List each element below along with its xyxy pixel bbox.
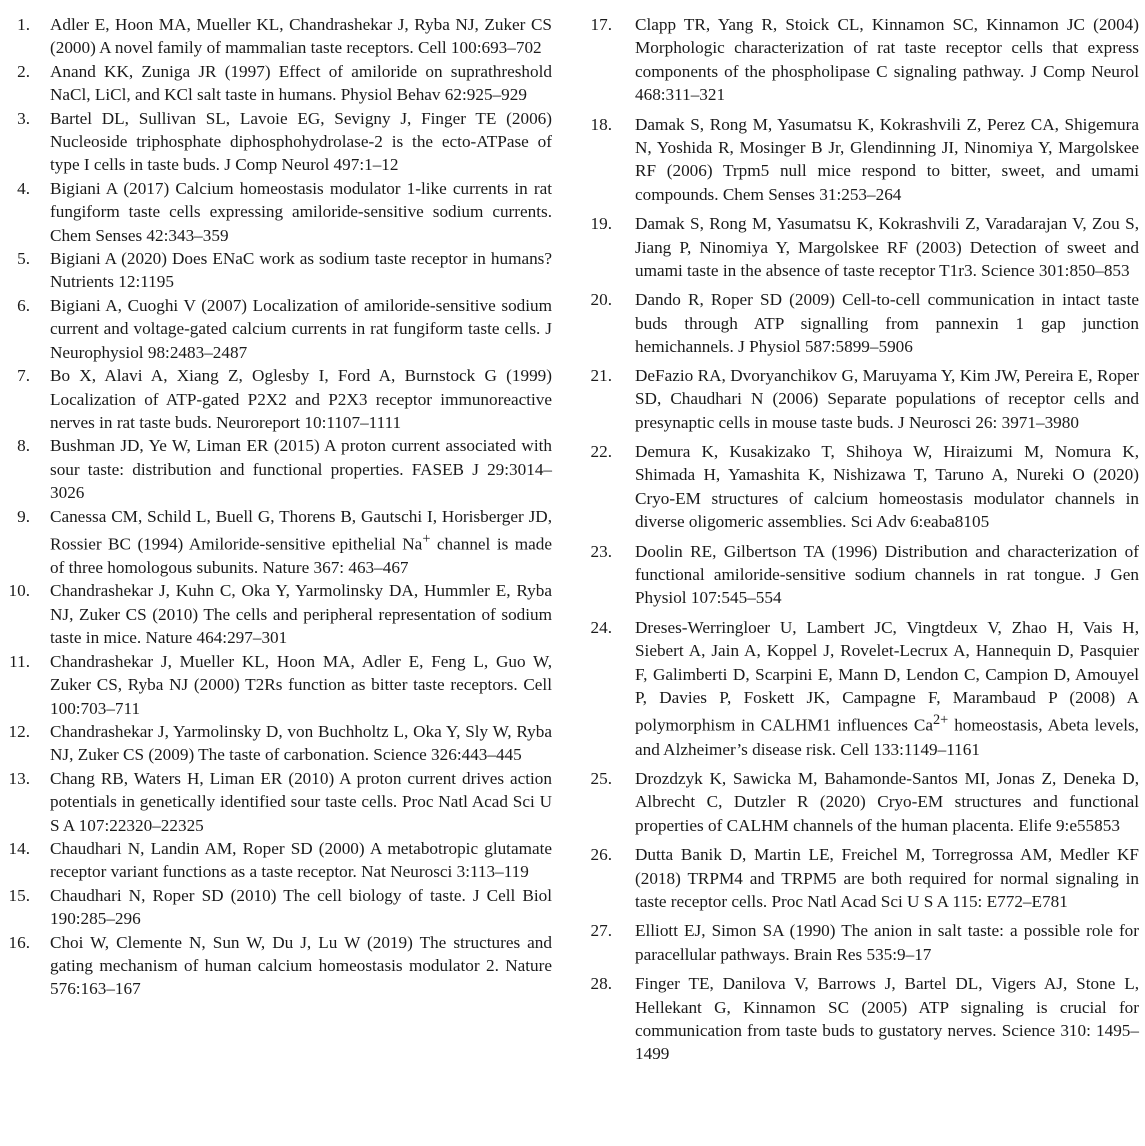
reference-number: 27. <box>590 921 612 941</box>
reference-entry-11 <box>0 650 552 720</box>
reference-text: Choi W, Clemente N, Sun W, Du J, Lu W (2019) The structures and gating mechanism of human calcium homeostasis modulator 2. Nature 576:163–167 <box>50 932 552 999</box>
reference-entry-2 <box>0 60 552 107</box>
reference-number: 28. <box>590 974 612 994</box>
reference-text: DeFazio RA, Dvoryanchikov G, Maruyama Y, Kim JW, Pereira E, Roper SD, Chaudhari N (2006) Separate populations of receptor cells and presynaptic cells in mouse taste buds. J Neurosci 26: 3971–3980 <box>635 365 1139 432</box>
reference-text: Chandrashekar J, Yarmolinsky D, von Buchholtz L, Oka Y, Sly W, Ryba NJ, Zuker CS (2009) The taste of carbonation. Science 326:443–445 <box>50 721 552 765</box>
reference-text: Damak S, Rong M, Yasumatsu K, Kokrashvili Z, Varadarajan V, Zou S, Jiang P, Ninomiya Y, Margolskee RF (2003) Detection of sweet and umami taste in the absence of taste receptor T1r3. Science 301:850–853 <box>635 214 1139 281</box>
reference-number: 3. <box>17 108 30 128</box>
reference-text: Finger TE, Danilova V, Barrows J, Bartel DL, Vigers AJ, Stone L, Hellekant G, Kinnamon SC (2005) ATP signaling is crucial for communication from taste buds to gustatory nerves. Science 310: 1495–1499 <box>635 974 1139 1064</box>
reference-entry-17 <box>586 13 1139 107</box>
reference-number: 16. <box>8 932 30 952</box>
reference-text: Bo X, Alavi A, Xiang Z, Oglesby I, Ford A, Burnstock G (1999) Localization of ATP-gated P2X2 and P2X3 receptor immunoreactive nerves in rat taste buds. Neuroreport 10:1107–1111 <box>50 366 552 432</box>
reference-text: Chaudhari N, Roper SD (2010) The cell biology of taste. J Cell Biol 190:285–296 <box>50 885 552 929</box>
reference-text: Bigiani A (2017) Calcium homeostasis modulator 1-like currents in rat fungiform taste cells expressing amiloride-sensitive sodium currents. Chem Senses 42:343–359 <box>50 178 552 245</box>
reference-entry-13 <box>0 767 552 837</box>
reference-entry-19 <box>586 212 1139 282</box>
reference-text: Chaudhari N, Landin AM, Roper SD (2000) A metabotropic glutamate receptor variant functions as a taste receptor. Nat Neurosci 3:113–119 <box>50 838 552 882</box>
reference-entry-12 <box>0 720 552 767</box>
reference-entry-26 <box>586 843 1139 913</box>
reference-number: 19. <box>590 214 612 234</box>
reference-entry-9 <box>0 505 552 580</box>
reference-entry-25 <box>586 767 1139 837</box>
reference-number: 4. <box>17 178 30 198</box>
reference-entry-28 <box>586 972 1139 1066</box>
reference-number: 8. <box>17 436 30 456</box>
reference-text: Anand KK, Zuniga JR (1997) Effect of amiloride on suprathreshold NaCl, LiCl, and KCl salt taste in humans. Physiol Behav 62:925–929 <box>50 61 552 105</box>
reference-entry-18 <box>586 113 1139 207</box>
reference-text: Demura K, Kusakizako T, Shihoya W, Hiraizumi M, Nomura K, Shimada H, Yamashita K, Nishizawa T, Taruno A, Nureki O (2020) Cryo-EM structures of calcium homeostasis modulator channels in diverse oligomeric assemblies. Sci Adv 6:eaba8105 <box>635 441 1139 532</box>
reference-entry-14 <box>0 837 552 884</box>
reference-entry-7 <box>0 364 552 434</box>
reference-text: Drozdzyk K, Sawicka M, Bahamonde-Santos MI, Jonas Z, Deneka D, Albrecht C, Dutzler R (2020) Cryo-EM structures and functional properties of CALHM channels of the human placenta. Elife 9:e55853 <box>635 768 1139 835</box>
superscript-charge: + <box>422 530 431 547</box>
reference-number: 10. <box>8 581 30 601</box>
reference-number: 6. <box>17 295 30 315</box>
reference-text-part: channel is made of three homologous subunits. Nature 367: 463–467 <box>50 534 552 578</box>
reference-entry-10 <box>0 579 552 649</box>
reference-text: Bigiani A, Cuoghi V (2007) Localization of amiloride-sensitive sodium current and voltage-gated calcium currents in rat fungiform taste cells. J Neurophysiol 98:2483–2487 <box>50 295 552 362</box>
reference-number: 18. <box>590 114 612 134</box>
reference-column-left <box>0 13 552 1001</box>
reference-number: 1. <box>17 15 30 34</box>
reference-text: Bartel DL, Sullivan SL, Lavoie EG, Sevigny J, Finger TE (2006) Nucleoside triphosphate diphosphohydrolase-2 is the ecto-ATPase of type I cells in taste buds. J Comp Neurol 497:1–12 <box>50 108 552 175</box>
reference-entry-6 <box>0 294 552 364</box>
reference-text: Doolin RE, Gilbertson TA (1996) Distribution and characterization of functional amiloride-sensitive sodium channels in rat tongue. J Gen Physiol 107:545–554 <box>635 541 1139 608</box>
reference-entry-22 <box>586 440 1139 534</box>
reference-number: 21. <box>590 365 612 385</box>
reference-entry-5 <box>0 247 552 294</box>
reference-text: Adler E, Hoon MA, Mueller KL, Chandrashekar J, Ryba NJ, Zuker CS (2000) A novel family of mammalian taste receptors. Cell 100:693–702 <box>50 15 552 58</box>
reference-number: 17. <box>590 15 612 34</box>
reference-entry-1 <box>0 13 552 60</box>
reference-entry-15 <box>0 884 552 931</box>
reference-entry-4 <box>0 177 552 247</box>
reference-text: Chandrashekar J, Kuhn C, Oka Y, Yarmolinsky DA, Hummler E, Ryba NJ, Zuker CS (2010) The cells and peripheral representation of sodium taste in mice. Nature 464:297–301 <box>50 581 552 648</box>
reference-text: Dutta Banik D, Martin LE, Freichel M, Torregrossa AM, Medler KF (2018) TRPM4 and TRPM5 are both required for normal signaling in taste receptor cells. Proc Natl Acad Sci U S A 115: E772–E781 <box>635 845 1139 911</box>
reference-column-right <box>586 13 1139 1072</box>
reference-number: 5. <box>17 249 30 269</box>
reference-text: Elliott EJ, Simon SA (1990) The anion in salt taste: a possible role for paracellular pathways. Brain Res 535:9–17 <box>635 921 1139 964</box>
reference-text-part: Canessa CM, Schild L, Buell G, Thorens B, Gautschi I, Horisberger JD, Rossier BC (1994) Amiloride-sensitive epithelial Na <box>50 506 552 554</box>
reference-entry-16 <box>0 931 552 1001</box>
reference-entry-23 <box>586 540 1139 610</box>
reference-number: 14. <box>8 838 30 858</box>
reference-entry-20 <box>586 288 1139 358</box>
reference-entry-21 <box>586 364 1139 434</box>
reference-text-part: homeostasis, Abeta levels, and Alzheimer’s disease risk. Cell 133:1149–1161 <box>635 716 1139 759</box>
reference-text: Dando R, Roper SD (2009) Cell-to-cell communication in intact taste buds through ATP signalling from pannexin 1 gap junction hemichannels. J Physiol 587:5899–5906 <box>635 290 1139 357</box>
reference-number: 25. <box>590 768 612 788</box>
reference-text: Chandrashekar J, Mueller KL, Hoon MA, Adler E, Feng L, Guo W, Zuker CS, Ryba NJ (2000) T2Rs function as bitter taste receptors. Cell 100:703–711 <box>50 651 552 718</box>
reference-number: 20. <box>590 290 612 310</box>
reference-text: Bushman JD, Ye W, Liman ER (2015) A proton current associated with sour taste: distribution and functional properties. FASEB J 29:3014–3026 <box>50 436 552 503</box>
superscript-charge: 2+ <box>932 712 949 729</box>
reference-text <box>50 505 552 580</box>
reference-text: Chang RB, Waters H, Liman ER (2010) A proton current drives action potentials in genetically identified sour taste cells. Proc Natl Acad Sci U S A 107:22320–22325 <box>50 768 552 835</box>
reference-entry-24 <box>586 616 1139 761</box>
reference-number: 26. <box>590 845 612 865</box>
reference-entry-8 <box>0 434 552 504</box>
reference-number: 22. <box>590 441 612 461</box>
reference-entry-27 <box>586 919 1139 966</box>
reference-text-part: Dreses-Werringloer U, Lambert JC, Vingtdeux V, Zhao H, Vais H, Siebert A, Jain A, Koppel J, Rovelet-Lecrux A, Hannequin D, Pasquier F, Galimberti D, Scarpini E, Mann D, Lendon C, Campion D, Amouyel P, Davies P, Foskett JK, Campagne F, Marambaud P (2008) A polymorphism in CALHM1 influences Ca <box>635 617 1139 736</box>
reference-number: 13. <box>8 768 30 788</box>
reference-entry-3 <box>0 107 552 177</box>
reference-number: 9. <box>17 506 30 526</box>
reference-number: 24. <box>590 617 612 637</box>
reference-number: 7. <box>17 366 30 386</box>
reference-text: Damak S, Rong M, Yasumatsu K, Kokrashvili Z, Perez CA, Shigemura N, Yoshida R, Mosinger B Jr, Glendinning JI, Ninomiya Y, Margolskee RF (2006) Trpm5 null mice respond to bitter, sweet, and umami compounds. Chem Senses 31:253–264 <box>635 114 1139 204</box>
reference-text <box>635 616 1139 761</box>
reference-number: 23. <box>590 541 612 561</box>
reference-number: 15. <box>8 885 30 905</box>
reference-number: 11. <box>9 651 30 671</box>
reference-number: 2. <box>17 61 30 81</box>
reference-text: Clapp TR, Yang R, Stoick CL, Kinnamon SC, Kinnamon JC (2004) Morphologic characterization of rat taste receptor cells that express components of the phospholipase C signaling pathway. J Comp Neurol 468:311–321 <box>635 15 1139 105</box>
reference-text: Bigiani A (2020) Does ENaC work as sodium taste receptor in humans? Nutrients 12:1195 <box>50 249 552 292</box>
reference-number: 12. <box>8 721 30 741</box>
